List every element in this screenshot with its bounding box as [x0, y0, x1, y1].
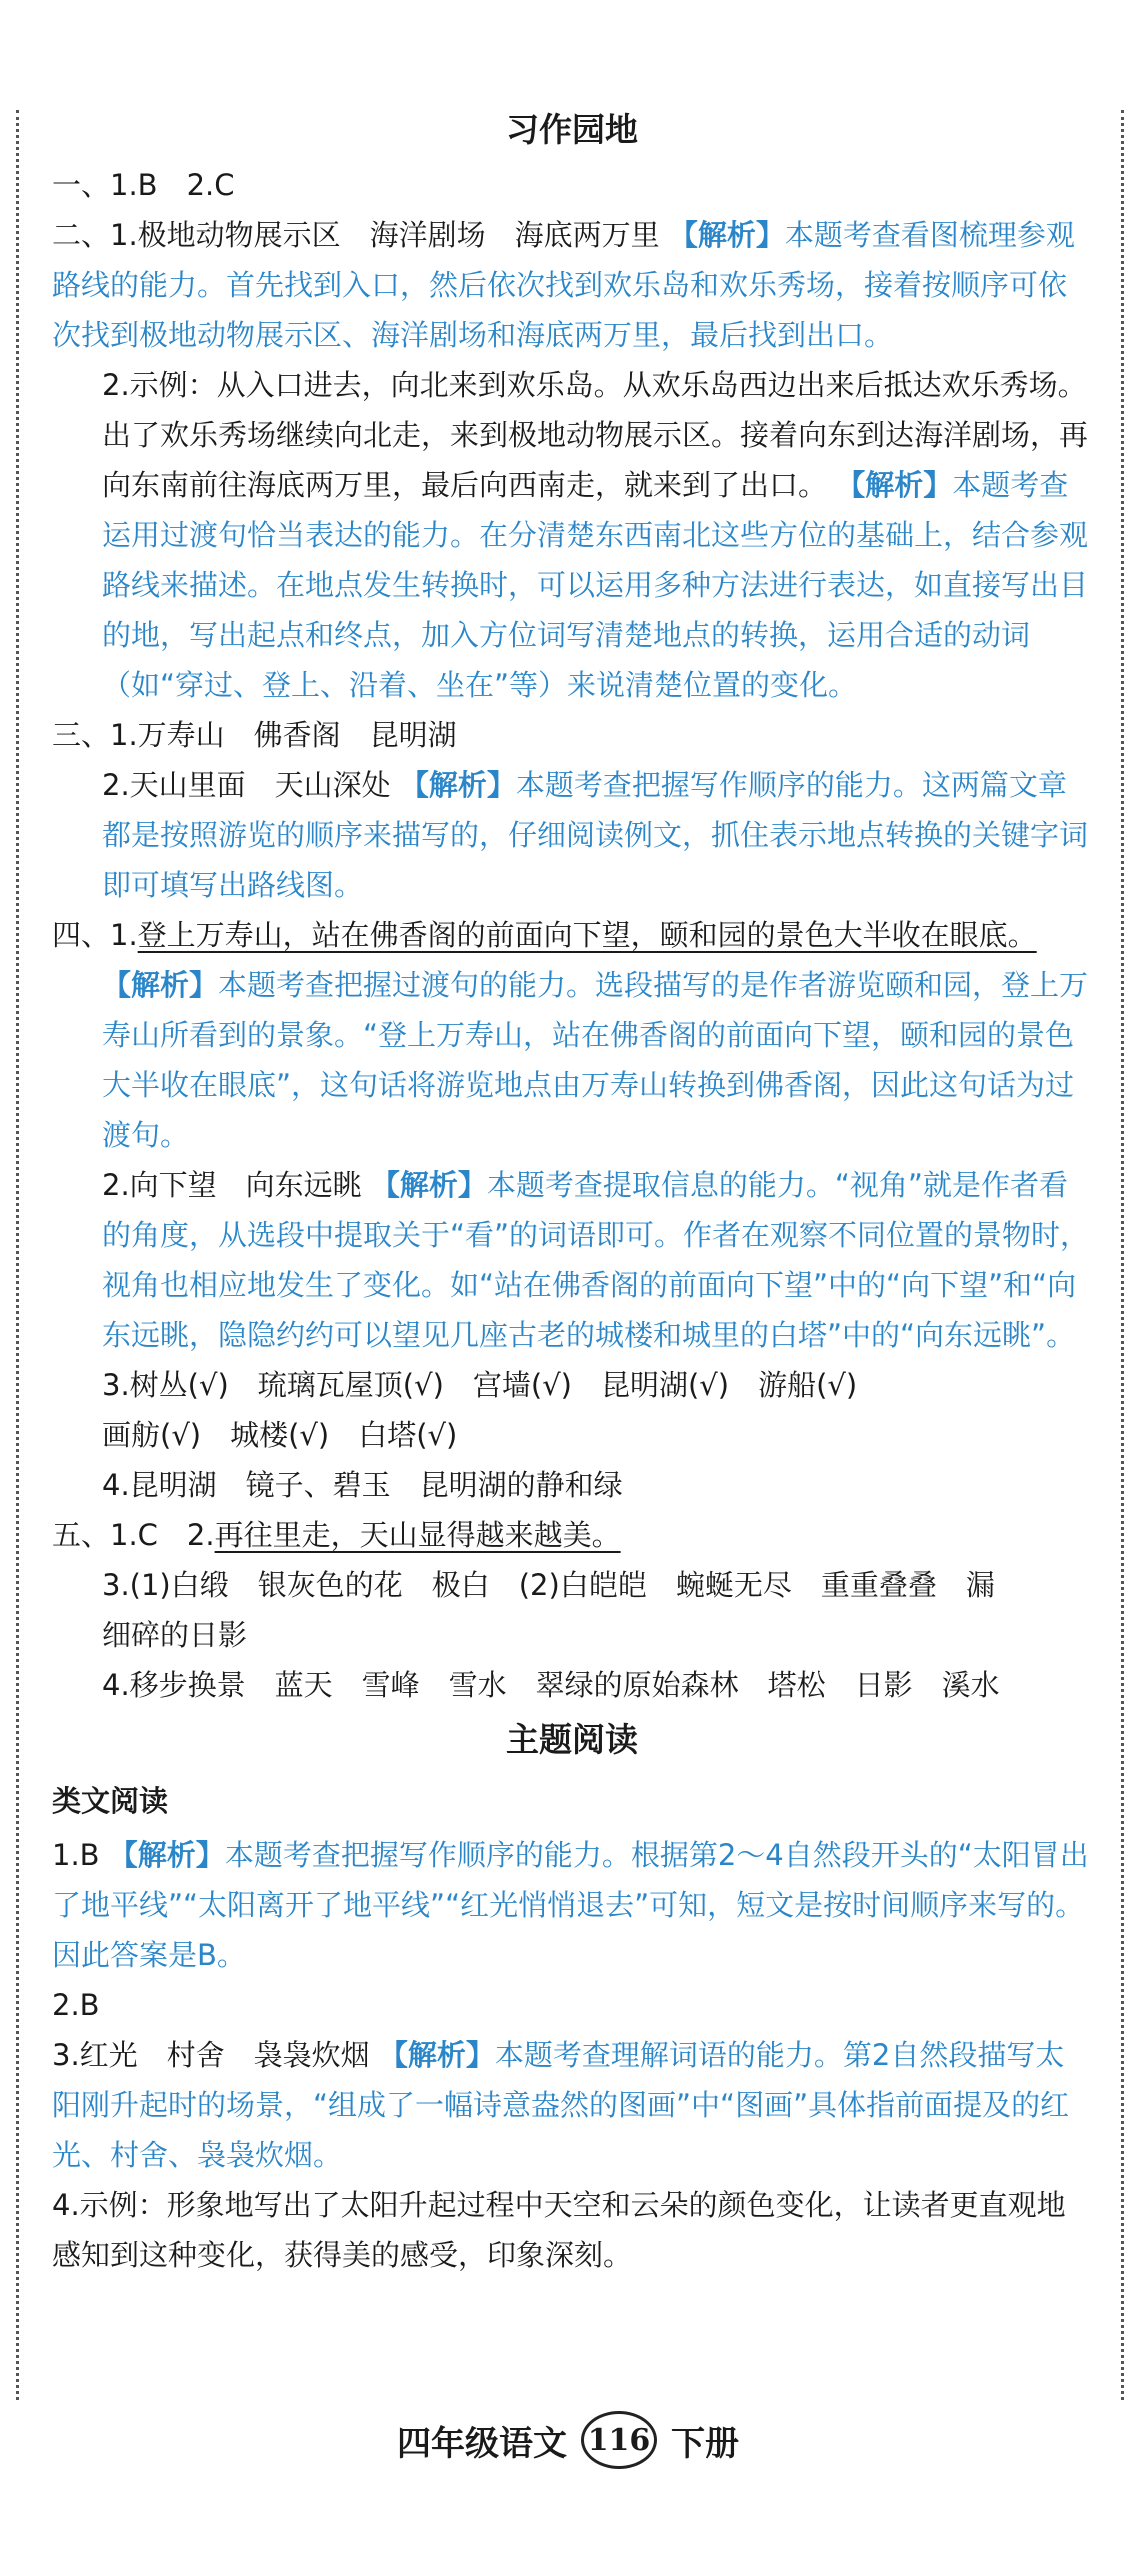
- subsection-title: 类文阅读: [52, 1784, 169, 1818]
- page-footer: [0, 2405, 1136, 2475]
- analysis-tag: 【解析】: [399, 768, 516, 802]
- analysis-text: 本题考查提取信息的能力。“视角”就是作者看的角度，从选段中提取关于“看”的词语即可。作者在观察不同位置的景物时，视角也相应地发生了变化。如“站在佛香阁的前面向下望”中的“向下望”和“向东远眺，隐隐约约可以望见几座古老的城楼和城里的白塔”中的“向东远眺”。: [102, 1168, 1090, 1352]
- analysis-text: 本题考查把握写作顺序的能力。这两篇文章都是按照游览的顺序来描写的，仔细阅读例文，抓住表示地点转换的关键字词即可填写出路线图。: [102, 768, 1089, 902]
- footer-grade-subject: 四年级语文: [397, 2423, 567, 2464]
- reading-answer-2: 2.B: [52, 1988, 100, 2022]
- reading-answer-4: 4.示例：形象地写出了太阳升起过程中天空和云朵的颜色变化，让读者更直观地感知到这种变化，获得美的感受，印象深刻。: [52, 2188, 1066, 2272]
- reading-answer-1: 1.B 【解析】本题考查把握写作顺序的能力。根据第2～4自然段开头的“太阳冒出了地平线”“太阳离开了地平线”“红光悄悄退去”可知，短文是按时间顺序来写的。因此答案是B。: [52, 1838, 1089, 1972]
- answer-part-1: 一、1.B 2.C: [52, 168, 235, 202]
- left-dotted-rule: [16, 110, 19, 2400]
- answer-part-4-2: 2.向下望 向东远眺 【解析】本题考查提取信息的能力。“视角”就是作者看的角度，从选段中提取关于“看”的词语即可。作者在观察不同位置的景物时，视角也相应地发生了变化。如“站在佛香阁的前面向下望”中的“向下望”和“向东远眺，隐隐约约可以望见几座古老的城楼和城里的白塔”中的“向东远眺”。: [102, 1168, 1090, 1352]
- answer-part-2-2: 2.示例：从入口进去，向北来到欢乐岛。从欢乐岛西边出来后抵达欢乐秀场。出了欢乐秀场继续向北走，来到极地动物展示区。接着向东到达海洋剧场，再向东南前往海底两万里，最后向西南走，就来到了出口。 【解析】本题考查运用过渡句恰当表达的能力。在分清楚东西南北这些方位的基础上，结合参观路线来描述。在地点发生转换时，可以运用多种方法进行表达，如直接写出目的地，写出起点和终点，加入方位词写清楚地点的转换，运用合适的动词（如“穿过、登上、沿着、坐在”等）来说清楚位置的变化。: [102, 368, 1089, 702]
- answer-part-4-1-analysis: [52, 960, 1092, 1160]
- analysis-tag: 【解析】: [378, 2038, 495, 2072]
- answer-part-4-3-cont: 画舫(√) 城楼(√) 白塔(√): [102, 1418, 458, 1452]
- analysis-text: 本题考查理解词语的能力。第2自然段描写太阳刚升起时的场景，“组成了一幅诗意盎然的图画”中“图画”具体指前面提及的红光、村舍、袅袅炊烟。: [52, 2038, 1070, 2172]
- analysis-text: 本题考查把握过渡句的能力。选段描写的是作者游览颐和园，登上万寿山所看到的景象。“登上万寿山，站在佛香阁的前面向下望，颐和园的景色大半收在眼底”，这句话将游览地点由万寿山转换到佛香阁，因此这句话为过渡句。: [102, 968, 1089, 1152]
- right-dotted-rule: [1121, 110, 1124, 2400]
- analysis-tag: 【解析】: [108, 1838, 225, 1872]
- underlined-answer: 再往里走，天山显得越来越美。: [214, 1518, 621, 1552]
- underlined-answer: 登上万寿山，站在佛香阁的前面向下望，颐和园的景色大半收在眼底。: [137, 918, 1037, 952]
- footer-volume: 下册: [671, 2423, 739, 2464]
- answer-part-4-1: 四、1.登上万寿山，站在佛香阁的前面向下望，颐和园的景色大半收在眼底。: [52, 918, 1037, 952]
- page-number: 116: [581, 2411, 657, 2469]
- reading-answer-3: 3.红光 村舍 袅袅炊烟 【解析】本题考查理解词语的能力。第2自然段描写太阳刚升起时的场景，“组成了一幅诗意盎然的图画”中“图画”具体指前面提及的红光、村舍、袅袅炊烟。: [52, 2038, 1070, 2172]
- answer-part-5-3: 3.(1)白缎 银灰色的花 极白 (2)白皑皑 蜿蜒无尽 重重叠叠 漏: [102, 1568, 995, 1602]
- analysis-text: 本题考查把握写作顺序的能力。根据第2～4自然段开头的“太阳冒出了地平线”“太阳离开了地平线”“红光悄悄退去”可知，短文是按时间顺序来写的。因此答案是B。: [52, 1838, 1089, 1972]
- analysis-tag: 【解析】: [836, 468, 953, 502]
- answer-part-3-2: 2.天山里面 天山深处 【解析】本题考查把握写作顺序的能力。这两篇文章都是按照游览的顺序来描写的，仔细阅读例文，抓住表示地点转换的关键字词即可填写出路线图。: [102, 768, 1089, 902]
- analysis-tag: 【解析】: [668, 218, 785, 252]
- answer-content: [52, 100, 1092, 2280]
- section-title-reading: 主题阅读: [506, 1720, 638, 1759]
- answer-part-4-3: 3.树丛(√) 琉璃瓦屋顶(√) 宫墙(√) 昆明湖(√) 游船(√): [102, 1368, 858, 1402]
- analysis-text: 本题考查运用过渡句恰当表达的能力。在分清楚东西南北这些方位的基础上，结合参观路线来描述。在地点发生转换时，可以运用多种方法进行表达，如直接写出目的地，写出起点和终点，加入方位词写清楚地点的转换，运用合适的动词（如“穿过、登上、沿着、坐在”等）来说清楚位置的变化。: [102, 468, 1089, 702]
- answer-part-5-3-cont: 细碎的日影: [102, 1618, 248, 1652]
- answer-part-5-1: 五、1.C 2.再往里走，天山显得越来越美。: [52, 1518, 621, 1552]
- answer-part-5-4: 4.移步换景 蓝天 雪峰 雪水 翠绿的原始森林 塔松 日影 溪水: [102, 1668, 1000, 1702]
- analysis-text: 本题考查看图梳理参观路线的能力。首先找到入口，然后依次找到欢乐岛和欢乐秀场，接着按顺序可依次找到极地动物展示区、海洋剧场和海底两万里，最后找到出口。: [52, 218, 1075, 352]
- analysis-tag: 【解析】: [370, 1168, 487, 1202]
- section-title-writing: 习作园地: [506, 110, 638, 149]
- answer-part-3-1: 三、1.万寿山 佛香阁 昆明湖: [52, 718, 457, 752]
- analysis-tag: 【解析】: [102, 968, 219, 1002]
- answer-part-4-4: 4.昆明湖 镜子、碧玉 昆明湖的静和绿: [102, 1468, 623, 1502]
- answer-part-2-1: 二、1.极地动物展示区 海洋剧场 海底两万里 【解析】本题考查看图梳理参观路线的能力。首先找到入口，然后依次找到欢乐岛和欢乐秀场，接着按顺序可依次找到极地动物展示区、海洋剧场和海底两万里，最后找到出口。: [52, 218, 1075, 352]
